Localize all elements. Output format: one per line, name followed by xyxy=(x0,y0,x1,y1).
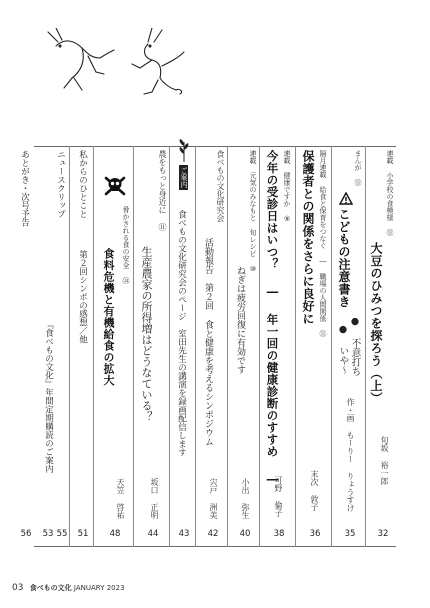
entry-series: 連載 健康ですか ⑨ xyxy=(283,150,291,223)
toc-entry-10[interactable] xyxy=(74,146,92,547)
entry-title: 大豆のひみつを探ろう（上） xyxy=(369,242,383,405)
column-divider xyxy=(93,146,94,547)
entry-subtitle-2: ● いや〜 xyxy=(337,324,349,375)
entry-page-number: 36 xyxy=(309,529,321,539)
entry-author: 旬坂 裕一郎 xyxy=(380,436,389,485)
entry-title: 保護者との関係をさらに良好に xyxy=(301,150,315,325)
column-divider xyxy=(365,146,366,547)
entry-title: 食料危機と有機給食の拡大 xyxy=(102,248,115,386)
entry-title: こどもの注意書き xyxy=(337,208,351,308)
warning-triangle-icon xyxy=(339,192,353,205)
toc-entry-8[interactable] xyxy=(138,146,168,547)
entry-extra-page-number: 53 xyxy=(42,529,54,539)
column-divider xyxy=(195,146,196,547)
annai-badge: ご案内 xyxy=(180,167,188,188)
entry-page-number: 43 xyxy=(178,529,190,539)
issue-label: JANUARY 2023 xyxy=(73,584,125,592)
toc-entry-12[interactable] xyxy=(14,146,38,547)
entry-author: 小出 弥生 xyxy=(241,478,250,519)
entry-page-number: 44 xyxy=(147,529,159,539)
entry-title: 生産農家の所得増はどうなている？ xyxy=(140,246,153,422)
entry-author: 作・画 もーりー りょうすけ xyxy=(346,398,355,512)
entry-series: あとがき・次号予告 xyxy=(19,150,30,227)
entry-series: 連載 小学校の食模様 ⑪ xyxy=(386,150,394,236)
folio-number: 03 xyxy=(12,583,24,593)
toc-entry-6[interactable] xyxy=(200,146,226,547)
entry-series: 連載 元気のみなもと 旬レシピ ⑩ xyxy=(249,150,257,273)
table-of-contents xyxy=(19,146,396,547)
rabbits-illustration xyxy=(44,28,194,98)
column-divider xyxy=(331,146,332,547)
column-divider xyxy=(169,146,170,547)
entry-title: 食べもの文化研究会のページ 室田先生の講演を録画配信します xyxy=(176,210,187,457)
entry-series: ニュースクリップ xyxy=(55,150,66,218)
entry-author: 宍戸 洲美 xyxy=(209,478,218,519)
entry-series: 私からのひとこと xyxy=(77,150,88,218)
entry-page-number: 56 xyxy=(20,529,32,539)
column-divider xyxy=(259,146,260,547)
column-divider xyxy=(227,146,228,547)
toc-entry-1[interactable] xyxy=(370,146,396,547)
column-divider xyxy=(133,146,134,547)
entry-subtitle-1: ● 不意打ち xyxy=(349,316,361,376)
toc-entry-9[interactable] xyxy=(98,146,132,547)
toc-entry-4[interactable] xyxy=(264,146,294,547)
entry-series: 食べもの文化研究会 xyxy=(216,150,225,222)
entry-author: 天笠 啓祐 xyxy=(116,478,125,519)
entry-page-number: 35 xyxy=(344,529,356,539)
toc-entry-11[interactable] xyxy=(42,146,68,547)
entry-title: 『食べもの文化』年間定期購読のご案内 xyxy=(43,320,54,473)
entry-page-number: 51 xyxy=(77,529,89,539)
entry-title: 第２回シンポの感想／他 xyxy=(77,250,88,344)
toc-entry-5[interactable] xyxy=(232,146,258,547)
entry-page-number: 55 xyxy=(56,529,68,539)
column-divider xyxy=(295,146,296,547)
entry-page-number: 38 xyxy=(273,529,285,539)
entry-series: 農をもっと身近に ⑪ xyxy=(158,150,167,231)
toc-entry-3[interactable] xyxy=(300,146,330,547)
magazine-name: 食べもの文化 xyxy=(29,584,72,592)
entry-title: 今年の受診日はいつ？ ― 年一回の健康診断のすすめ ― xyxy=(265,150,280,487)
entry-title: 活動報告 第２回 食と健康を考えるシンポジウム xyxy=(203,238,213,446)
toc-entry-2[interactable] xyxy=(336,146,364,547)
entry-author: 坂口 正明 xyxy=(150,478,159,519)
entry-title: ねぎは疲労回復に有効です xyxy=(235,266,245,374)
page-footer xyxy=(12,583,125,593)
entry-author: 可野 倫子 xyxy=(274,476,283,517)
entry-page-number: 48 xyxy=(109,529,121,539)
entry-author: 末次 敦子 xyxy=(310,470,319,511)
entry-page-number: 42 xyxy=(207,529,219,539)
skull-crossbones-icon xyxy=(103,174,127,198)
column-divider xyxy=(69,146,70,547)
entry-series: 脅かされる食の安全 ㉞ xyxy=(122,206,130,284)
entry-page-number: 40 xyxy=(239,529,251,539)
toc-entry-7[interactable] xyxy=(174,146,194,547)
entry-page-number: 32 xyxy=(377,529,389,539)
entry-series: まんが ⑪ xyxy=(354,150,362,186)
entry-series: 隔月連載 給食と保育をつなぐ ― 職場の人間関係 ⑪ xyxy=(319,150,327,337)
sprout-icon xyxy=(178,138,190,162)
